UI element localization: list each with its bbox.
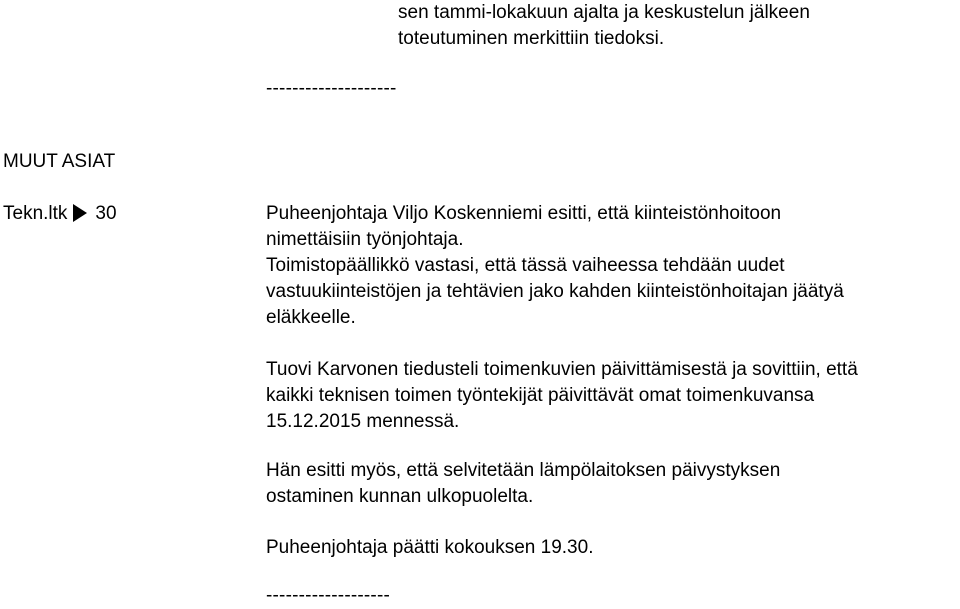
section-flag-icon — [73, 204, 87, 222]
paragraph-job-descriptions — [266, 357, 858, 435]
text-line: 15.12.2015 mennessä. — [266, 411, 460, 432]
text-line: Tuovi Karvonen tiedusteli toimenkuvien päivittämisestä ja sovittiin, että — [266, 359, 858, 380]
text-line: vastuukiinteistöjen ja tehtävien jako kahden kiinteistönhoitajan jäätyä — [266, 281, 844, 302]
text-line: nimettäisiin työnjohtaja. — [266, 229, 464, 250]
text-line: Hän esitti myös, että selvitetään lämpölaitoksen päivystyksen — [266, 460, 781, 481]
section-heading: MUUT ASIAT — [3, 151, 116, 172]
section-reference — [3, 201, 117, 227]
text-line: sen tammi-lokakuun ajalta ja keskustelun jälkeen — [398, 2, 810, 23]
separator-top: -------------------- — [266, 78, 397, 99]
committee-label: Tekn.ltk — [3, 203, 68, 224]
text-line: Puheenjohtaja Viljo Koskenniemi esitti, että kiinteistönhoitoon — [266, 203, 782, 224]
text-line: Toimistopäällikkö vastasi, että tässä vaiheessa tehdään uudet — [266, 255, 785, 276]
text-line: Puheenjohtaja päätti kokouksen 19.30. — [266, 537, 594, 558]
text-line: eläkkeelle. — [266, 307, 356, 328]
paragraph-heating-plant — [266, 458, 780, 510]
section-number: 30 — [95, 203, 117, 224]
text-line: toteutuminen merkittiin tiedoksi. — [398, 28, 665, 49]
separator-bottom: ------------------- — [266, 585, 391, 606]
paragraph-meeting-closed — [266, 535, 593, 561]
text-line: ostaminen kunnan ulkopuolelta. — [266, 486, 534, 507]
paragraph-proposal — [266, 201, 844, 331]
text-line: kaikki teknisen toimen työntekijät päivittävät omat toimenkuvansa — [266, 385, 815, 406]
top-continuation-paragraph — [398, 0, 810, 52]
